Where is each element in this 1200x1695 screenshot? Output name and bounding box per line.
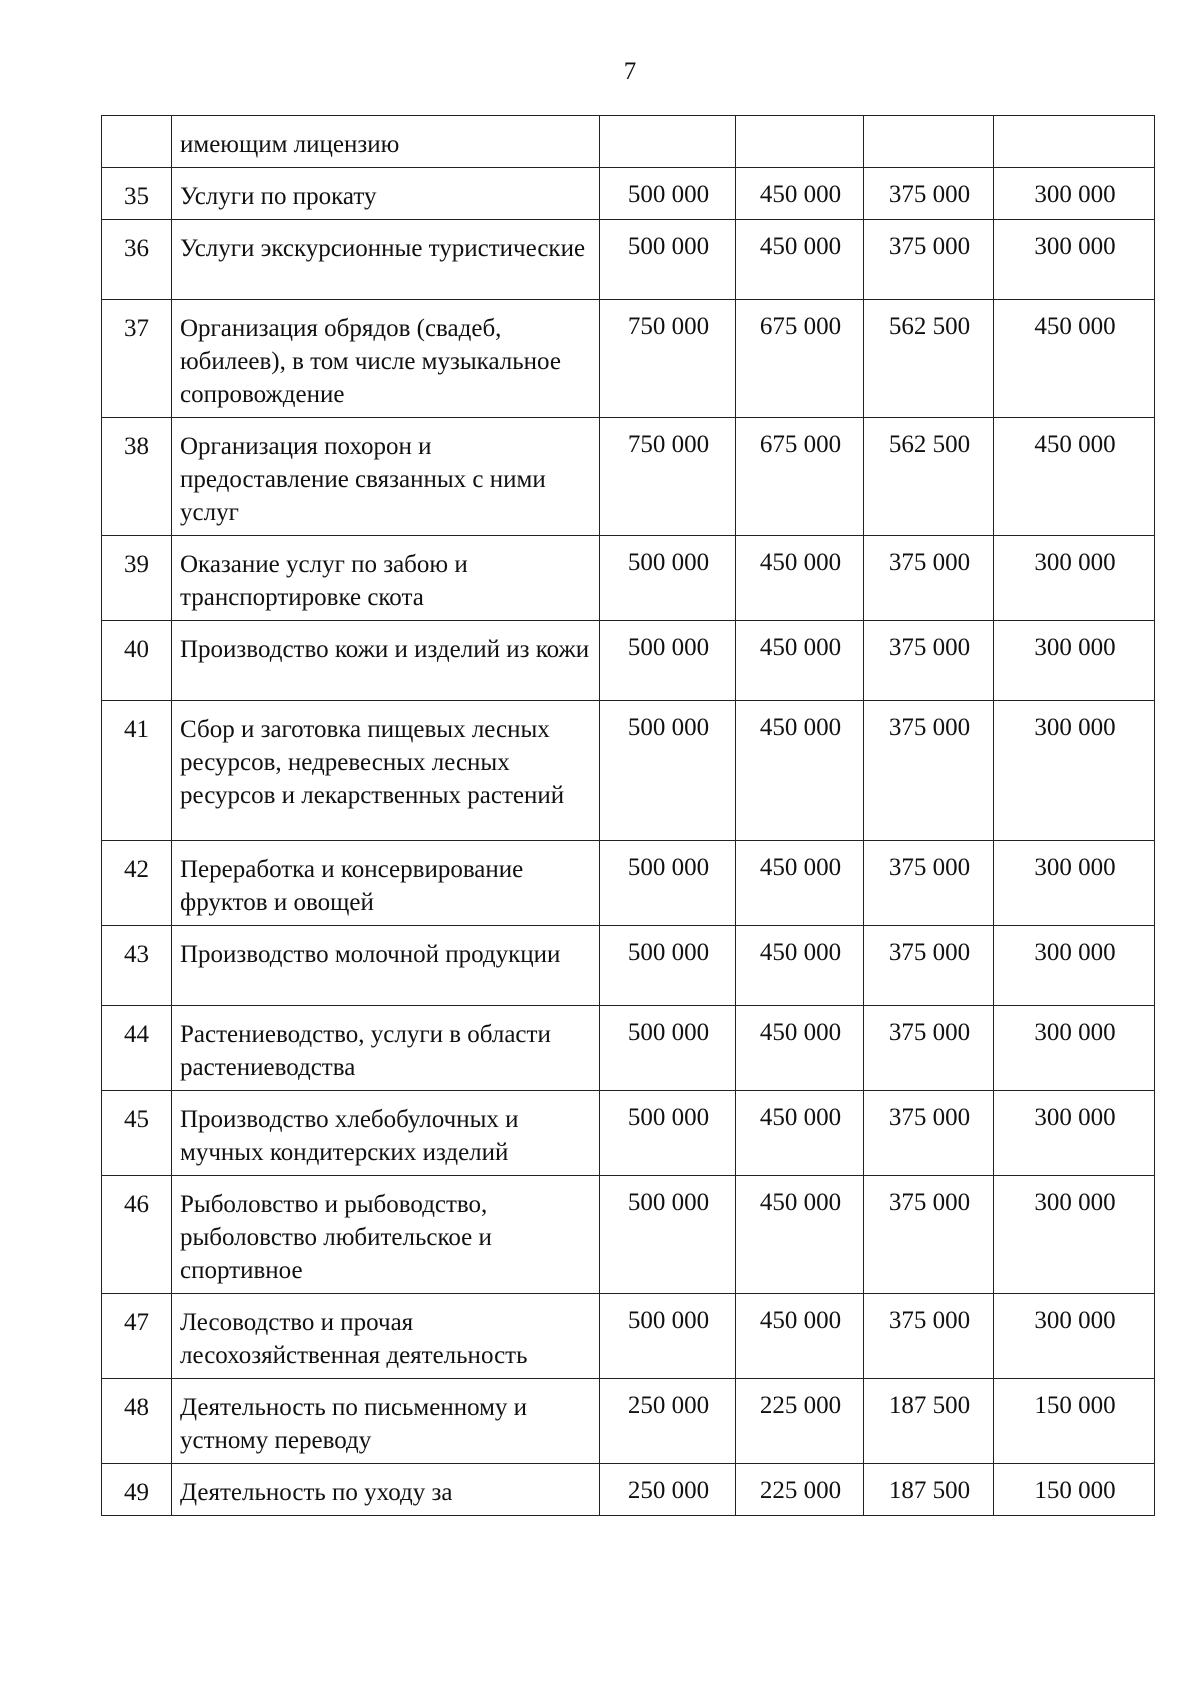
activity-description-cell: Оказание услуг по забою и транспортировке скота [172,536,600,621]
table-row [102,621,1155,701]
table-row [102,418,1155,536]
activity-description-cell: Сбор и заготовка пищевых лесных ресурсов, недревесных лесных ресурсов и лекарственных растений [172,701,600,841]
table-row [102,1379,1155,1464]
value-cell-col3: 375 000 [864,701,994,841]
activity-description-cell: Производство кожи и изделий из кожи [172,621,600,701]
value-cell-col4: 300 000 [994,841,1155,926]
value-cell-col4: 300 000 [994,701,1155,841]
table-row [102,1464,1155,1516]
table-row [102,926,1155,1006]
activity-description-cell: Рыболовство и рыбоводство, рыболовство любительское и спортивное [172,1176,600,1294]
value-cell-col2: 225 000 [736,1379,864,1464]
table-row [102,300,1155,418]
value-cell-col4: 300 000 [994,168,1155,220]
value-cell-col2 [736,116,864,168]
value-cell-col2: 675 000 [736,300,864,418]
tariff-table [101,115,1155,1516]
value-cell-col3: 375 000 [864,1176,994,1294]
value-cell-col2: 450 000 [736,536,864,621]
value-cell-col4: 300 000 [994,621,1155,701]
value-cell-col2: 450 000 [736,1176,864,1294]
page-number: 7 [623,58,637,85]
activity-description-cell: Организация похорон и предоставление связанных с ними услуг [172,418,600,536]
value-cell-col1: 750 000 [600,418,736,536]
value-cell-col1: 500 000 [600,1294,736,1379]
value-cell-col1: 500 000 [600,168,736,220]
row-number-cell: 45 [102,1091,172,1176]
value-cell-col2: 450 000 [736,1006,864,1091]
value-cell-col4: 300 000 [994,1176,1155,1294]
value-cell-col4: 450 000 [994,418,1155,536]
value-cell-col3: 375 000 [864,220,994,300]
value-cell-col3: 375 000 [864,926,994,1006]
value-cell-col1: 500 000 [600,621,736,701]
value-cell-col4: 300 000 [994,1091,1155,1176]
value-cell-col4: 300 000 [994,536,1155,621]
value-cell-col1: 500 000 [600,701,736,841]
value-cell-col3: 375 000 [864,536,994,621]
row-number-cell: 40 [102,621,172,701]
value-cell-col3: 187 500 [864,1379,994,1464]
value-cell-col4: 300 000 [994,1006,1155,1091]
value-cell-col3: 375 000 [864,621,994,701]
value-cell-col3: 375 000 [864,168,994,220]
value-cell-col3: 375 000 [864,1091,994,1176]
table-row [102,220,1155,300]
table-row [102,1294,1155,1379]
table-row [102,536,1155,621]
value-cell-col4: 450 000 [994,300,1155,418]
value-cell-col2: 450 000 [736,220,864,300]
row-number-cell: 37 [102,300,172,418]
value-cell-col1: 500 000 [600,536,736,621]
value-cell-col3: 375 000 [864,1006,994,1091]
activity-description-cell: Деятельность по уходу за [172,1464,600,1516]
value-cell-col4 [994,116,1155,168]
value-cell-col4: 300 000 [994,220,1155,300]
value-cell-col3: 375 000 [864,1294,994,1379]
activity-description-cell: Услуги по прокату [172,168,600,220]
row-number-cell: 36 [102,220,172,300]
value-cell-col4: 300 000 [994,926,1155,1006]
tariff-table-body [102,116,1155,1516]
value-cell-col1: 250 000 [600,1379,736,1464]
table-row [102,1176,1155,1294]
row-number-cell [102,116,172,168]
activity-description-cell: Производство хлебобулочных и мучных кондитерских изделий [172,1091,600,1176]
table-row [102,701,1155,841]
value-cell-col2: 225 000 [736,1464,864,1516]
value-cell-col2: 450 000 [736,1091,864,1176]
row-number-cell: 43 [102,926,172,1006]
activity-description-cell: Деятельность по письменному и устному переводу [172,1379,600,1464]
row-number-cell: 48 [102,1379,172,1464]
value-cell-col2: 675 000 [736,418,864,536]
activity-description-cell: Производство молочной продукции [172,926,600,1006]
value-cell-col1: 250 000 [600,1464,736,1516]
value-cell-col1: 500 000 [600,841,736,926]
table-row [102,168,1155,220]
value-cell-col1 [600,116,736,168]
table-row [102,1091,1155,1176]
tariff-table-container [101,115,1154,1516]
table-row [102,841,1155,926]
activity-description-cell: Лесоводство и прочая лесохозяйственная деятельность [172,1294,600,1379]
activity-description-cell: Переработка и консервирование фруктов и овощей [172,841,600,926]
value-cell-col2: 450 000 [736,168,864,220]
value-cell-col1: 500 000 [600,926,736,1006]
value-cell-col3: 562 500 [864,418,994,536]
row-number-cell: 47 [102,1294,172,1379]
row-number-cell: 49 [102,1464,172,1516]
value-cell-col1: 500 000 [600,1176,736,1294]
value-cell-col2: 450 000 [736,621,864,701]
row-number-cell: 35 [102,168,172,220]
activity-description-cell: имеющим лицензию [172,116,600,168]
row-number-cell: 42 [102,841,172,926]
value-cell-col4: 150 000 [994,1464,1155,1516]
value-cell-col2: 450 000 [736,926,864,1006]
value-cell-col3: 187 500 [864,1464,994,1516]
row-number-cell: 41 [102,701,172,841]
activity-description-cell: Организация обрядов (свадеб, юбилеев), в том числе музыкальное сопровождение [172,300,600,418]
value-cell-col4: 150 000 [994,1379,1155,1464]
row-number-cell: 44 [102,1006,172,1091]
table-row [102,1006,1155,1091]
value-cell-col2: 450 000 [736,1294,864,1379]
value-cell-col1: 500 000 [600,220,736,300]
table-row [102,116,1155,168]
value-cell-col1: 500 000 [600,1006,736,1091]
activity-description-cell: Услуги экскурсионные туристические [172,220,600,300]
value-cell-col3 [864,116,994,168]
value-cell-col2: 450 000 [736,841,864,926]
value-cell-col4: 300 000 [994,1294,1155,1379]
activity-description-cell: Растениеводство, услуги в области растениеводства [172,1006,600,1091]
value-cell-col2: 450 000 [736,701,864,841]
value-cell-col1: 500 000 [600,1091,736,1176]
row-number-cell: 46 [102,1176,172,1294]
value-cell-col1: 750 000 [600,300,736,418]
value-cell-col3: 562 500 [864,300,994,418]
row-number-cell: 38 [102,418,172,536]
row-number-cell: 39 [102,536,172,621]
value-cell-col3: 375 000 [864,841,994,926]
